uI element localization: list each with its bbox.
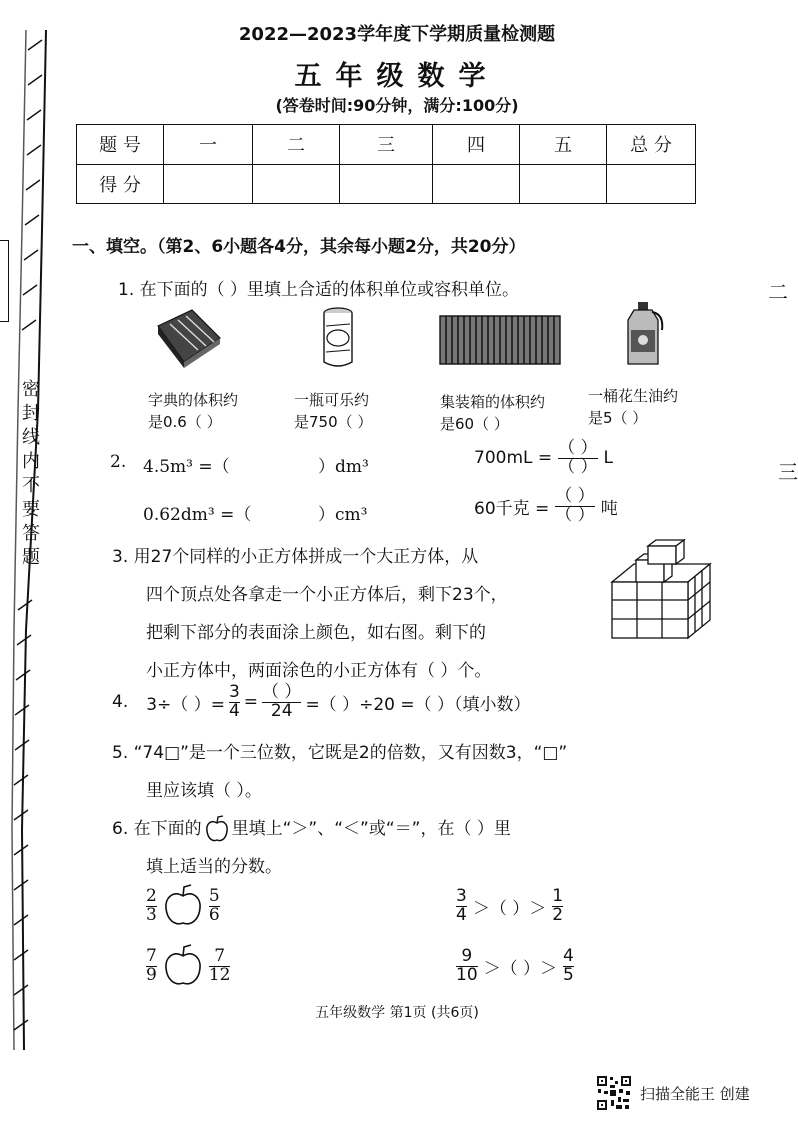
- score-header-cell: 三: [340, 125, 433, 165]
- score-cell[interactable]: [607, 164, 696, 204]
- binding-warning: 密封线内不要答题: [22, 379, 40, 568]
- q3-line: 3. 用27个同样的小正方体拼成一个大正方体，从: [112, 547, 479, 567]
- score-cell[interactable]: [253, 164, 340, 204]
- score-cell[interactable]: [520, 164, 607, 204]
- fraction: [208, 885, 220, 925]
- q1-item-line: 一桶花生油约: [588, 387, 679, 405]
- q6-line-end: 里填上“＞”、“＜”或“＝”，在（ ）里: [231, 819, 511, 839]
- q1-item-line: 是5（ ）: [588, 409, 648, 427]
- q6-line: [112, 810, 511, 848]
- fraction-numerator: （ ）: [558, 438, 598, 458]
- q5-line: 里应该填（ ）。: [146, 781, 262, 801]
- q6-inequality: [456, 948, 574, 985]
- q2-d: [474, 488, 618, 525]
- score-table-score-row: [77, 164, 696, 204]
- fraction-denominator: 5: [563, 964, 574, 985]
- fraction-denominator: 9: [146, 964, 157, 985]
- q1-stem: 1. 在下面的（ ）里填上合适的体积单位或容积单位。: [118, 280, 520, 300]
- q4-fraction-1: [229, 684, 240, 721]
- q1-item: [148, 389, 238, 433]
- fraction: [146, 945, 157, 985]
- q2-c-fraction: [558, 440, 597, 477]
- fraction-denominator: 10: [456, 964, 478, 985]
- q4-equation: [112, 684, 531, 721]
- fraction-numerator: 4: [563, 946, 574, 966]
- scanner-watermark: 扫描全能王 创建: [640, 1085, 750, 1103]
- qr-code-icon: [596, 1075, 632, 1111]
- fraction-numerator: 2: [146, 885, 157, 906]
- q5-line: 5. “74□”是一个三位数，它既是2的倍数，又有因数3，“□”: [112, 743, 568, 763]
- q6-inequality-middle: ＞（ ）＞: [472, 898, 547, 919]
- subject-title: 五年级数学: [294, 61, 500, 92]
- q6-inequality-middle: ＞（ ）＞: [483, 958, 558, 979]
- q1-item: [440, 391, 545, 435]
- fraction-denominator: 3: [146, 904, 157, 925]
- score-cell[interactable]: [433, 164, 520, 204]
- fraction-numerator: 5: [208, 885, 220, 906]
- q6-compare: [146, 884, 220, 928]
- fraction-numerator: 7: [146, 945, 157, 966]
- fraction-numerator: 1: [552, 886, 564, 906]
- score-header-cell: 四: [433, 125, 520, 165]
- fraction-denominator: （ ）: [558, 456, 598, 477]
- q2-d-left: 60千克 =: [474, 498, 550, 519]
- q6-text: [112, 810, 511, 886]
- section-title: 一、填空。（第2、6小题各4分，其余每小题2分，共20分）: [72, 237, 526, 257]
- fraction-denominator: 4: [456, 904, 467, 925]
- q6-line-start: 6. 在下面的: [112, 819, 202, 839]
- q2-a-right: ）dm³: [318, 457, 369, 477]
- q1-item-line: 字典的体积约: [148, 391, 239, 409]
- q3-line: 把剩下部分的表面涂上颜色，如右图。剩下的: [146, 623, 486, 643]
- fraction: [456, 948, 478, 985]
- q1-item-line: 集装箱的体积约: [440, 393, 546, 411]
- q2-c: [474, 440, 613, 477]
- fraction-numerator: （ ）: [555, 486, 595, 506]
- q2-d-unit: 吨: [600, 498, 618, 519]
- fraction-numerator: 7: [214, 945, 226, 966]
- q4-number: 4.: [112, 692, 129, 713]
- exam-title: 2022—2023学年度下学期质量检测题: [238, 24, 556, 45]
- q3-text: [112, 538, 508, 690]
- q2-c-unit: L: [603, 448, 614, 469]
- margin-mark-right: 二: [768, 280, 788, 304]
- fraction-denominator: 24: [270, 700, 293, 721]
- score-header-cell: 总 分: [607, 125, 696, 165]
- fraction: [146, 885, 157, 925]
- left-margin-box: [0, 240, 9, 322]
- apple-icon: [204, 815, 230, 843]
- q4-part3: =（ ）÷20 =（ ）（填小数）: [305, 694, 531, 715]
- fraction: [208, 945, 231, 985]
- page-footer: 五年级数学 第1页 (共6页): [315, 1005, 479, 1021]
- score-table: [76, 124, 696, 204]
- q6-inequality: [456, 888, 563, 925]
- margin-mark-right: 三: [778, 460, 798, 484]
- cube-figure: [606, 534, 718, 644]
- q5-text: [112, 734, 567, 810]
- score-header-cell: 一: [164, 125, 253, 165]
- q1-item: [294, 389, 372, 433]
- q2-c-left: 700mL =: [474, 448, 553, 469]
- score-header-cell: 题 号: [77, 125, 164, 165]
- apple-answer-icon[interactable]: [163, 884, 203, 928]
- time-note: (答卷时间:90分钟，满分:100分): [275, 96, 519, 115]
- fraction-numerator: 3: [456, 886, 467, 906]
- fraction-denominator: （ ）: [555, 504, 595, 525]
- q4-fraction-2: [262, 684, 301, 721]
- cola-can-icon: [318, 306, 358, 370]
- fraction-numerator: （ ）: [262, 682, 302, 702]
- q6-line: 填上适当的分数。: [146, 857, 282, 877]
- fraction: [563, 948, 574, 985]
- fraction-denominator: 6: [208, 904, 220, 925]
- score-cell[interactable]: [164, 164, 253, 204]
- q3-line: 小正方体中，两面涂色的小正方体有（ ）个。: [146, 661, 492, 681]
- fraction: [456, 888, 467, 925]
- fraction: [552, 888, 563, 925]
- q2-number: 2.: [110, 452, 127, 472]
- q1-item-line: 是60（ ）: [440, 415, 509, 433]
- dictionary-icon: [152, 304, 224, 370]
- container-icon: [438, 314, 562, 366]
- q4-part1: 3÷（ ）=: [146, 694, 225, 715]
- score-header-cell: 五: [520, 125, 607, 165]
- fraction-denominator: 2: [552, 904, 564, 925]
- q4-part2: =: [243, 692, 259, 713]
- fraction-denominator: 12: [208, 964, 231, 985]
- q1-item-line: 一瓶可乐约: [294, 391, 370, 409]
- fraction-numerator: 9: [461, 946, 473, 966]
- q1-item-line: 是750（ ）: [294, 413, 373, 431]
- q1-item-line: 是0.6（ ）: [148, 413, 222, 431]
- q6-compare: [146, 944, 230, 988]
- oil-bottle-icon: [622, 300, 666, 368]
- fraction-numerator: 3: [228, 682, 240, 702]
- q1-item: [588, 385, 678, 429]
- q3-line: 四个顶点处各拿走一个小正方体后，剩下23个，: [146, 585, 508, 605]
- fraction-denominator: 4: [228, 700, 240, 721]
- q2-d-fraction: [555, 488, 594, 525]
- score-cell[interactable]: [340, 164, 433, 204]
- apple-answer-icon[interactable]: [163, 944, 203, 988]
- q2-a-left: 4.5m³ =（: [143, 457, 230, 477]
- q2-b-left: 0.62dm³ =（: [143, 505, 252, 525]
- score-table-header-row: [77, 125, 696, 165]
- score-row-label: 得 分: [77, 164, 164, 204]
- score-header-cell: 二: [253, 125, 340, 165]
- q2-b-right: ）cm³: [318, 505, 368, 525]
